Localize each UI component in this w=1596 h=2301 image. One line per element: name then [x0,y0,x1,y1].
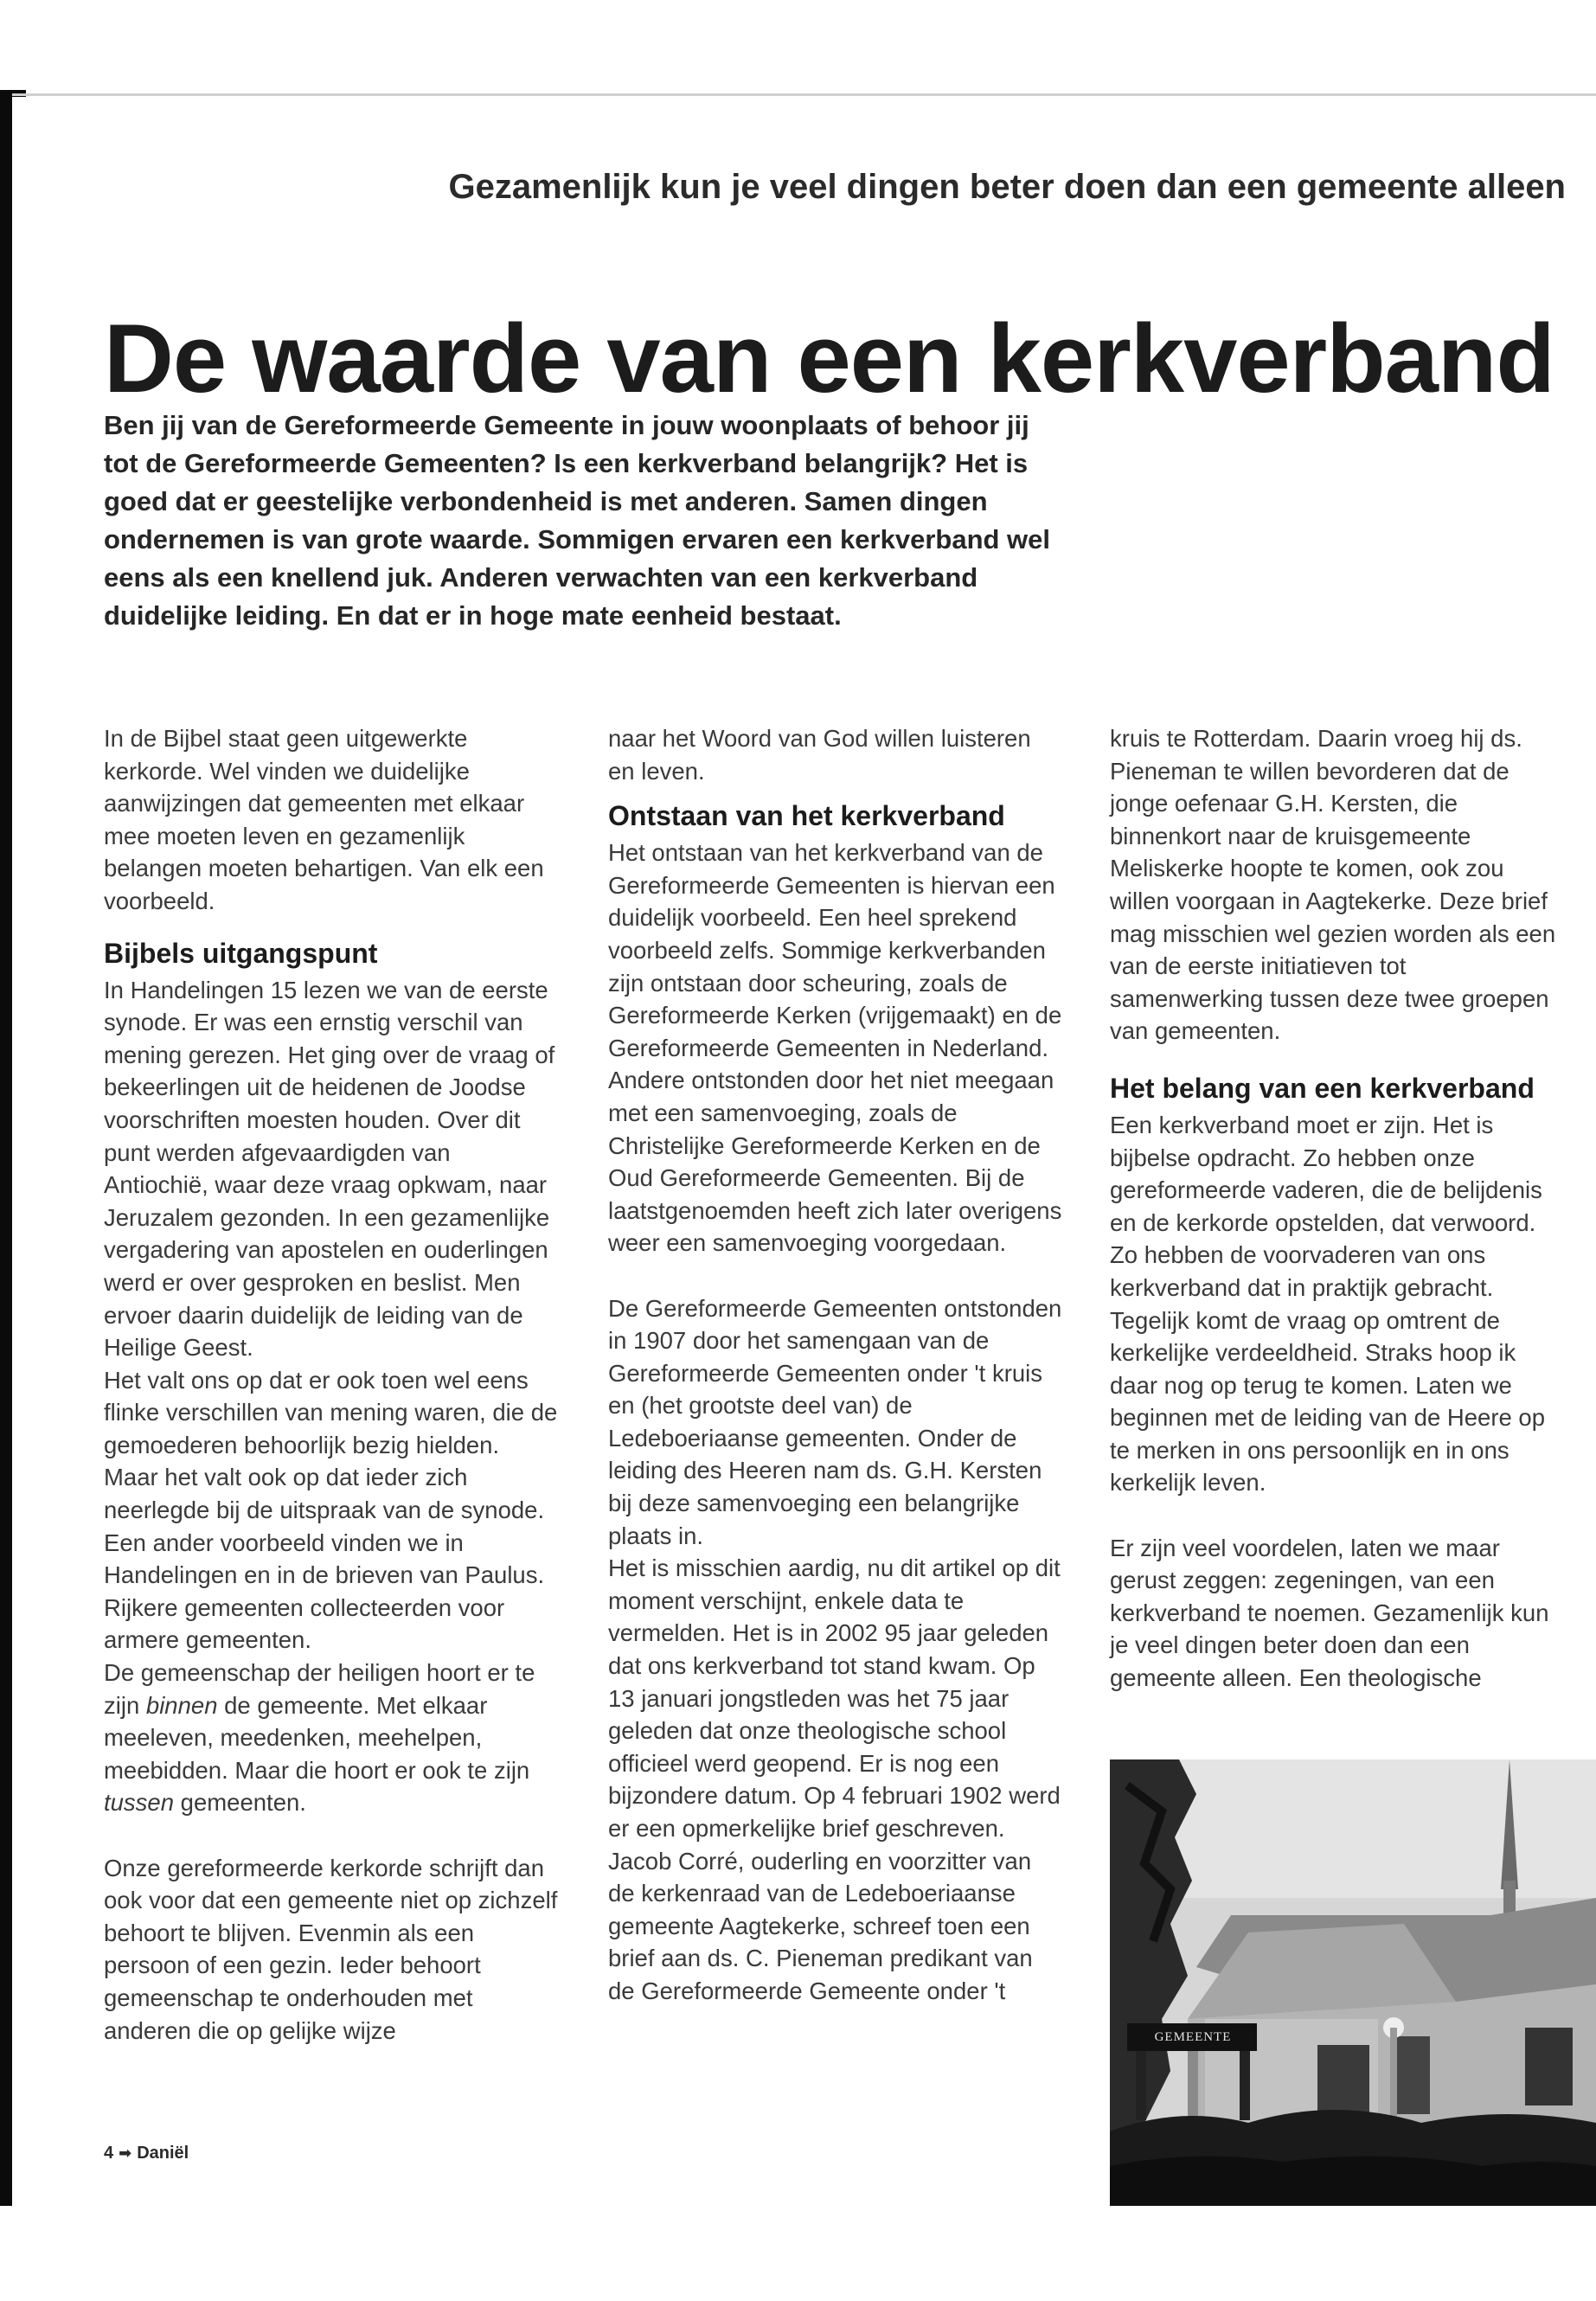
column1-paragraph-5: Onze gereformeerde kerkorde schrijft dan ook voor dat een gemeente niet op zichzelf behoort te blijven. Evenmin als een persoon of een gezin. Ieder behoort gemeenschap te onderhouden met anderen die op gelijke wijze [104,1854,558,2044]
article-kicker: Gezamenlijk kun je veel dingen beter doen dan een gemeente alleen [448,168,1566,206]
column1-paragraph-2: Het valt ons op dat er ook toen wel eens flinke verschillen van mening waren, die de gemoederen behoorlijk bezig hielden. Maar het valt ook op dat ieder zich neerlegde bij de uitspraak van de synode. [104,1366,558,1524]
column3-continuation: kruis te Rotterdam. Daarin vroeg hij ds. Pieneman te willen bevorderen dat de jonge oefenaar G.H. Kersten, die binnenkort naar de kruisgemeente Meliskerke hoopte te komen, ook zou willen voorgaan in Aagtekerke. Deze brief mag misschien wel gezien worden als een van de eerste initiatieven tot samenwerking tussen deze twee groepen van gemeenten. [1110,725,1556,1045]
text-column-2 [608,722,1062,2008]
column1-paragraph-3: Een ander voorbeeld vinden we in Handelingen en in de brieven van Paulus. Rijkere gemeenten collecteerden voor armere gemeenten. [104,1529,545,1654]
heading-ontstaan-kerkverband: Ontstaan van het kerkverband [608,800,1005,832]
column3-paragraph-2: Er zijn veel voordelen, laten we maar gerust zeggen: zegeningen, van een kerkverband te noemen. Gezamenlijk kun je veel dingen beter doen dan een gemeente alleen. Een theologische [1110,1534,1549,1692]
heading-belang-kerkverband: Het belang van een kerkverband [1110,1072,1535,1104]
column2-paragraph-2: De Gereformeerde Gemeenten ontstonden in 1907 door het samengaan van de Gereformeerde Gemeenten onder 't kruis en (het grootste deel van) de Ledeboeriaanse gemeenten. Onder de leiding des Heeren nam ds. G.H. Kersten bij deze samenvoeging een belangrijke plaats in. [608,1294,1062,1549]
page-top-rule [12,93,1596,96]
column2-continuation: naar het Woord van God willen luisteren en leven. [608,725,1031,785]
column2-paragraph-1: Het ontstaan van het kerkverband van de Gereformeerde Gemeenten is hiervan een duidelijk voorbeeld. Een heel sprekend voorbeeld zelfs. Sommige kerkverbanden zijn ontstaan door scheuring, zoals de Gereformeerde Kerken (vrijgemaakt) en de Gereformeerde Gemeenten in Nederland. Andere ontstonden door het niet meegaan met een samenvoeging, zoals de Christelijke Gereformeerde Kerken en de Oud Gereformeerde Gemeenten. Bij de laatstgenoemden heeft zich later overigens weer een samenvoeging voorgedaan. [608,839,1062,1257]
text-column-1 [104,722,558,2047]
church-photo-illustration [1110,1759,1596,2206]
column3-paragraph-1: Een kerkverband moet er zijn. Het is bijbelse opdracht. Zo hebben onze gereformeerde vaderen, die de belijdenis en de kerkorde opstelden, dat verwoord. Zo hebben de voorvaderen van ons kerkverband dat in praktijk gebracht. Tegelijk komt de vraag op omtrent de kerkelijke verdeeldheid. Straks hoop ik daar nog op terug te komen. Laten we beginnen met de leiding van de Heere op te merken in ons persoonlijk en in ons kerkelijk leven. [1110,1111,1546,1497]
column1-paragraph-4: De gemeenschap der heiligen hoort er te zijn binnen de gemeente. Met elkaar meeleven, meedenken, meehelpen, meebidden. Maar die hoort er ook te zijn tussen gemeenten. [104,1659,535,1817]
church-photo [1110,1759,1596,2206]
heading-bijbels-uitgangspunt: Bijbels uitgangspunt [104,937,378,969]
article-headline: De waarde van een kerkverband [104,304,1554,413]
column1-paragraph-1: In Handelingen 15 lezen we van de eerste synode. Er was een ernstig verschil van mening gerezen. Het ging over de vraag of bekeerlingen uit de heidenen de Joodse voorschriften moesten houden. Over dit punt werden afgevaardigden van Antiochië, waar deze vraag opkwam, naar Jeruzalem gezonden. In een gezamenlijke vergadering van apostelen en ouderlingen werd er over gesproken en beslist. Men ervoer daarin duidelijk de leiding van de Heilige Geest. [104,976,555,1362]
page-footer [104,2144,189,2163]
column2-paragraph-3: Het is misschien aardig, nu dit artikel op dit moment verschijnt, enkele data te vermelden. Het is in 2002 95 jaar geleden dat ons kerkverband tot stand kwam. Op 13 januari jongstleden was het 75 jaar geleden dat onze theologische school officieel werd geopend. Er is nog een bijzondere datum. Op 4 februari 1902 werd er een opmerkelijke brief geschreven. Jacob Corré, ouderling en voorzitter van de kerkenraad van de Ledeboeriaanse gemeente Aagtekerke, schreef toen een brief aan ds. C. Pieneman predikant van de Gereformeerde Gemeente onder 't [608,1554,1061,2004]
emphasis-binnen: binnen [145,1691,218,1719]
arrow-icon: ➡ [119,2144,132,2162]
page-edge-rule [0,91,12,2206]
church-sign-text: GEMEENTE [1154,2030,1232,2044]
column1-intro: In de Bijbel staat geen uitgewerkte kerkorde. Wel vinden we duidelijke aanwijzingen dat gemeenten met elkaar mee moeten leven en gezamenlijk belangen moeten behartigen. Van elk een voorbeeld. [104,725,544,914]
article-lead: Ben jij van de Gereformeerde Gemeente in jouw woonplaats of behoor jij tot de Gereformeerde Gemeenten? Is een kerkverband belangrijk? Het is goed dat er geestelijke verbondenheid is met anderen. Samen dingen ondernemen is van grote waarde. Sommigen ervaren een kerkverband wel eens als een knellend juk. Anderen verwachten van een kerkverband duidelijke leiding. En dat er in hoge mate eenheid bestaat. [104,410,1051,631]
magazine-name: Daniël [137,2144,189,2163]
text-column-3 [1110,722,1564,1695]
page-number: 4 [104,2144,114,2163]
emphasis-tussen: tussen [104,1789,175,1817]
